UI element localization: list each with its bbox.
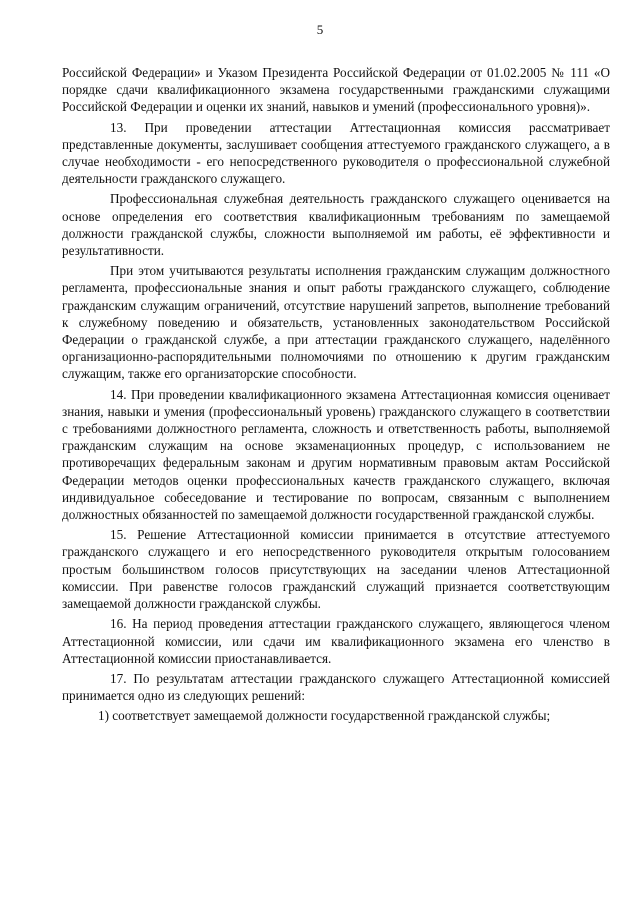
page-number: 5 [316,22,324,37]
paragraph-16: 16. На период проведения аттестации гражданского служащего, являющегося членом Аттестационной комиссии, или сдачи им квалификационного экзамена его членство в Аттестационной комиссии приостанавливается. [62,616,610,666]
paragraph-14: 14. При проведении квалификационного экзамена Аттестационная комиссия оценивает знания, навыки и умения (профессиональный уровень) гражданского служащего в соответствии с требованиями должностного регламента, сложность и ответственность работы, выполняемой гражданским служащим на основе экзаменационных процедур, с использованием не противоречащих федеральным законам и другим нормативным правовым актам Российской Федерации методов оценки профессиональных качеств гражданского служащего, включая индивидуальное собеседование и тестирование по вопросам, связанным с выполнением должностных обязанностей по замещаемой должности государственной гражданской службы. [62,386,610,523]
paragraph-15: 15. Решение Аттестационной комиссии принимается в отсутствие аттестуемого гражданского служащего и его непосредственного руководителя открытым голосованием простым большинством голосов присутствующих на заседании членов Аттестационной комиссии. При равенстве голосов гражданский служащий признается соответствующим замещаемой должности гражданской службы. [62,527,610,612]
paragraph-17: 17. По результатам аттестации гражданского служащего Аттестационной комиссией принимается одно из следующих решений: [62,670,610,704]
document-body [62,64,610,728]
paragraph-13-considerations: При этом учитываются результаты исполнения гражданским служащим должностного регламента, профессиональные знания и опыт работы гражданского служащего, соблюдение гражданским служащим ограничений, отсутствие нарушений запретов, выполнение требований к служебному поведению и обязательств, установленных законодательством Российской Федерации о гражданской службе, а при аттестации гражданского служащего, наделённого организационно-распорядительными полномочиями по отношению к другим гражданским служащим, также его организаторские способности. [62,263,610,382]
paragraph-continuation: Российской Федерации» и Указом Президента Российской Федерации от 01.02.2005 № 111 «О порядке сдачи квалификационного экзамена государственными гражданскими служащими Российской Федерации и оценки их знаний, навыков и умений (профессионального уровня)». [62,65,610,115]
paragraph-13: 13. При проведении аттестации Аттестационная комиссия рассматривает представленные документы, заслушивает сообщения аттестуемого гражданского служащего, а в случае необходимости - его непосредственного руководителя о профессиональной служебной деятельности гражданского служащего. [62,119,610,187]
paragraph-13-evaluation: Профессиональная служебная деятельность гражданского служащего оценивается на основе определения его соответствия квалификационным требованиям по замещаемой должности гражданской службы, сложности выполняемой им работы, её эффективности и результативности. [62,191,610,259]
list-item-1: 1) соответствует замещаемой должности государственной гражданской службы; [98,708,551,724]
